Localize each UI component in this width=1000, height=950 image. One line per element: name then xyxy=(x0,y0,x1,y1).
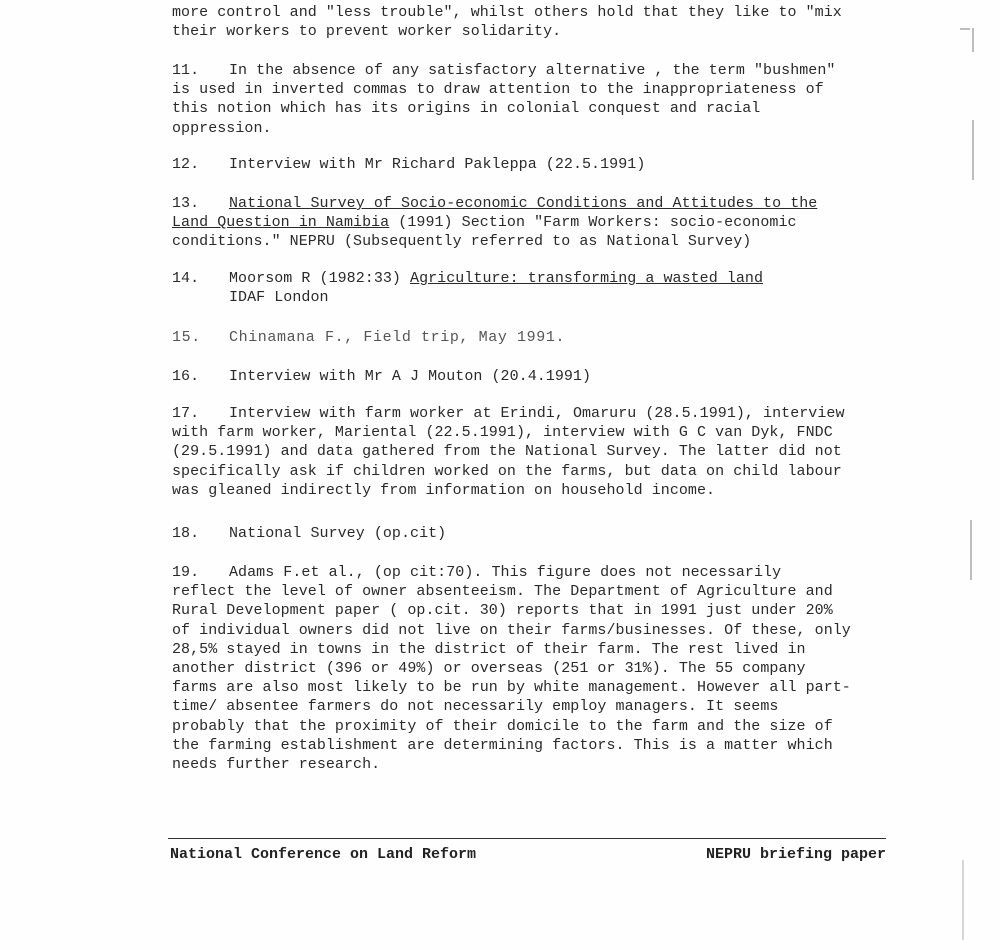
note-11-text: In the absence of any satisfactory alternative , the term "bushmen" is used in inverted commas to draw attention to the inappropriateness of this notion which has its origins in colonial conquest and racial oppression. xyxy=(172,62,836,137)
footer-divider xyxy=(168,838,886,839)
scan-mark xyxy=(960,28,970,30)
footer-paper-type: NEPRU briefing paper xyxy=(705,846,886,863)
note-19-number: 19. xyxy=(172,564,200,581)
note-15-number: 15. xyxy=(172,329,201,346)
note-19 xyxy=(172,563,892,774)
scan-mark xyxy=(970,520,972,580)
scan-mark xyxy=(962,860,964,940)
note-16 xyxy=(172,367,892,386)
note-continuation-text: more control and "less trouble", whilst others hold that they like to "mix their workers to prevent worker solidarity. xyxy=(172,4,842,41)
footer-conference-title: National Conference on Land Reform xyxy=(170,846,477,863)
note-11-number: 11. xyxy=(172,62,200,79)
note-14-prefix: Moorsom R (1982:33) xyxy=(229,270,411,287)
note-14-title: Agriculture: transforming a wasted land xyxy=(410,270,764,287)
note-continuation xyxy=(172,3,892,41)
note-15 xyxy=(172,328,892,347)
note-18-text: National Survey (op.cit) xyxy=(229,525,447,542)
note-14-number: 14. xyxy=(172,270,200,287)
note-17-number: 17. xyxy=(172,405,200,422)
note-16-text: Interview with Mr A J Mouton (20.4.1991) xyxy=(229,368,592,385)
note-16-number: 16. xyxy=(172,368,200,385)
note-13-number: 13. xyxy=(172,195,200,212)
note-11 xyxy=(172,61,892,138)
note-13-text: (1991) Section "Farm Workers: socio-economic conditions." NEPRU (Subsequently referred to as National Survey) xyxy=(172,214,797,251)
scan-mark xyxy=(972,120,974,180)
scan-mark xyxy=(972,28,974,52)
note-17 xyxy=(172,404,892,500)
note-18 xyxy=(172,524,892,543)
note-17-text: Interview with farm worker at Erindi, Omaruru (28.5.1991), interview with farm worker, Mariental (22.5.1991), interview with G C van Dyk, FNDC (29.5.1991) and data gathered from the National Survey. The latter did not specifically ask if children worked on the farms, but data on child labour was gleaned indirectly from information on household income. xyxy=(172,405,845,499)
note-14-suffix: IDAF London xyxy=(229,289,329,307)
note-13 xyxy=(172,194,892,252)
note-18-number: 18. xyxy=(172,525,200,542)
note-12-text: Interview with Mr Richard Pakleppa (22.5.1991) xyxy=(229,156,646,173)
note-13-title-line2: Land Question in Namibia xyxy=(172,214,390,232)
note-12-number: 12. xyxy=(172,156,200,173)
note-14 xyxy=(172,269,892,307)
note-19-text: Adams F.et al., (op cit:70). This figure does not necessarily reflect the level of owner absenteeism. The Department of Agriculture and Rural Development paper ( op.cit. 30) reports that in 1991 just under 20% of individual owners did not live on their farms/businesses. Of these, only 28,5% stayed in towns in the district of their farm. The rest lived in another district (396 or 49%) or overseas (251 or 31%). The 55 company farms are also most likely to be run by white management. However all part- time/ absentee farmers do not necessarily employ managers. It seems probably that the proximity of their domicile to the farm and the size of the farming establishment are determining factors. This is a matter which needs further research. xyxy=(172,564,851,774)
note-15-text: Chinamana F., Field trip, May 1991. xyxy=(229,329,566,346)
note-12 xyxy=(172,155,892,174)
note-13-title-line1: National Survey of Socio-economic Conditions and Attitudes to the xyxy=(229,195,818,212)
